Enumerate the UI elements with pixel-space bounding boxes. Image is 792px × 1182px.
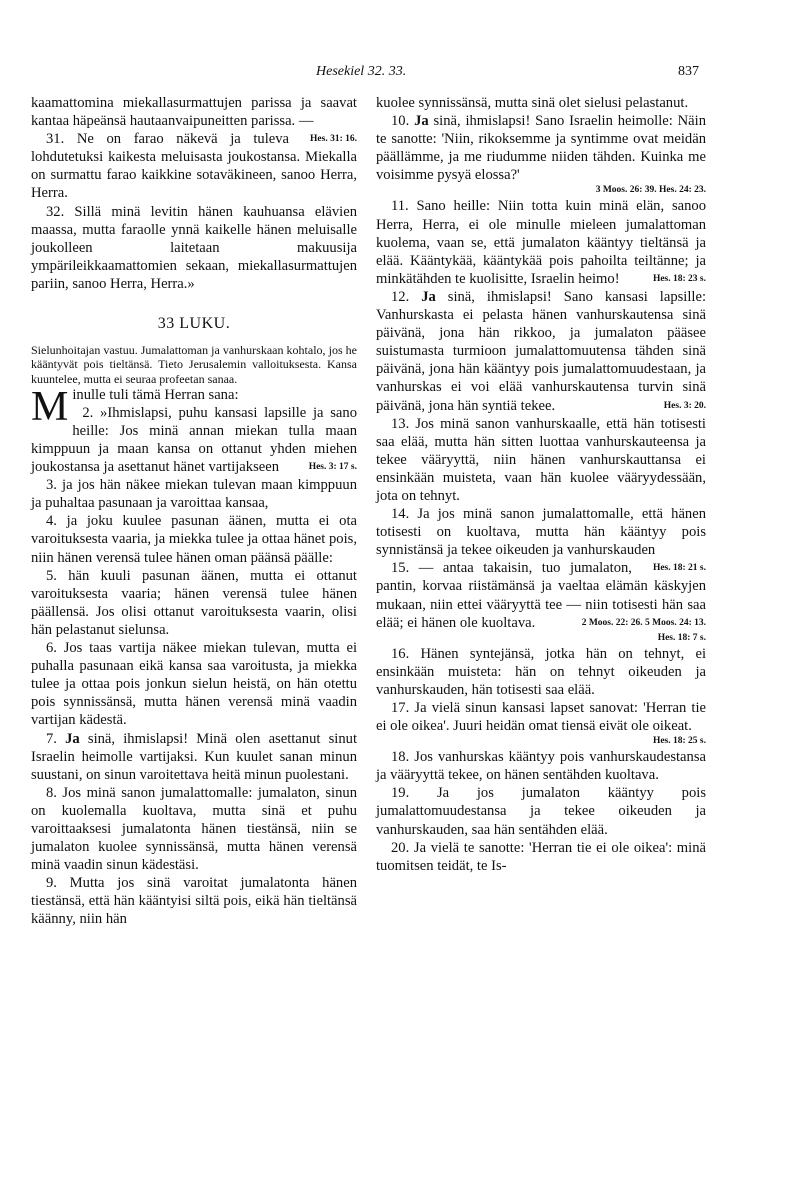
page-header <box>0 58 792 80</box>
verse-number: 7. <box>46 730 66 747</box>
verse-6: 6. Jos taas vartija näkee miekan tulevan, mutta ei puhalla pasunaan eikä kansa saa varoitusta, ja miekka tulee ja ottaa pois jonkun sielun heistä, on hän otettu pois synnissänsä, mutta hänen verensä minä vaadin vartijan kädestä. <box>31 640 357 729</box>
verse-8: 8. Jos minä sanon jumalattomalle: jumalaton, sinun on kuolemalla kuoltava, mutta sinä et puhu varoittaaksesi jumalatonta hänen tiestänsä, niin se jumalaton kuolee synnissänsä, mutta hänen verensä minä vaadin sinun kädestäsi. <box>31 784 357 874</box>
page-number: 837 <box>678 64 699 79</box>
running-title: Hesekiel 32. 33. <box>316 64 407 79</box>
verse-first-word: Ja <box>65 730 80 747</box>
verse-5: 5. hän kuuli pasunan äänen, mutta ei ottanut varoituksesta vaaria; hänen verensä tulee hänen päällensä. Jos olisi ottanut varoituksesta vaarin, olisi hän pelastanut sielunsa. <box>31 567 357 638</box>
cross-reference: Hes. 18: 21 s. <box>652 563 706 574</box>
chapter-summary: Sielunhoitajan vastuu. Jumalattoman ja vanhurskaan kohtalo, jos he kääntyvät pois tieltänsä. Tieto Jerusalemin valloituksesta. Kansa kuuntelee, mutta ei seuraa profeetan sanaa. <box>31 343 357 386</box>
left-column <box>31 94 357 929</box>
verse-first-word: Ja <box>421 288 436 305</box>
verse-4: 4. ja joku kuulee pasunan äänen, mutta ei ota varoituksesta vaaria, ja miekka tulee ja ottaa hänet pois, niin hänen verensä tulee hänen oman päänsä päälle: <box>31 513 357 566</box>
verse-10 <box>376 112 706 184</box>
cross-reference: Hes. 18: 23 s. <box>652 273 706 284</box>
verse-text: 15. — antaa takaisin, tuo jumalaton, pantin, korvaa riistämänsä ja vaeltaa elämän käskyjen mukaan, niin ettei vääryyttä tee — niin totisesti hän saa elää; ei hänen ole kuoltava. <box>376 560 706 631</box>
verse-16: 16. Hänen syntejänsä, jotka hän on tehnyt, ei ensinkään muisteta: hän on tehnyt oikeuden ja vanhurskauden, hän totisesti saa elää. <box>376 645 706 698</box>
paragraph: kuolee synnissänsä, mutta sinä olet sielusi pelastanut. <box>376 95 689 111</box>
cross-reference: Hes. 31: 16. <box>310 134 357 145</box>
verse-text: sinä, ihmislapsi! Minä olen asettanut sinut Israelin heimolle vartijaksi. Kun kuulet sanan minun suustani, on sinun varoitettava heitä minun puolestani. <box>31 730 357 783</box>
right-column <box>376 94 706 875</box>
verse-12 <box>376 288 706 415</box>
chapter-heading: 33 LUKU. <box>157 315 231 333</box>
drop-cap: M <box>31 383 69 430</box>
verse-17: 17. Ja vielä sinun kansasi lapset sanovat: 'Herran tie ei ole oikea'. Juuri heidän omat tiensä eivät ole oikeat. <box>376 700 706 735</box>
verse-3: 3. ja jos hän näkee miekan tulevan maan kimppuun ja puhaltaa pasunaan ja varoittaa kansaa, <box>31 477 357 512</box>
verse-19: 19. Ja jos jumalaton kääntyy pois jumalattomuudestansa ja tekee oikeuden ja vanhurskauden, saa hän sentähden elää. <box>376 785 706 838</box>
verse-18: 18. Jos vanhurskas kääntyy pois vanhurskaudestansa ja vääryyttä tekee, on hänen sentähden kuoltava. <box>376 749 706 784</box>
verse-7 <box>31 730 357 784</box>
verse-number: 10. <box>391 113 415 130</box>
verse-text: inulle tuli tämä Herran sana: <box>72 386 239 403</box>
verse-number: 12. <box>391 288 422 305</box>
verse-2: 2. »Ihmislapsi, puhu kansasi lapsille ja sano heille: Jos minä annan miekan tulla maan kimppuun ja maan kansa on ottanut yhden miehen joukostansa ja asettanut hänet vartijakseen <box>31 404 357 476</box>
verse-32: 32. Sillä minä levitin hänen kauhuansa elävien maassa, mutta faraolle ynnä kaikelle hänen meluisalle joukolleen laitetaan makuusija ympärileikkaamattomien sekaan, miekallasurmattujen pariin, sanoo Herra, Herra.» <box>31 203 357 292</box>
verse-first-word: Ja <box>414 113 429 130</box>
verse-11 <box>376 197 706 287</box>
verse-text: 11. Sano heille: Niin totta kuin minä elän, sanoo Herra, Herra, ei ole minulle mieleen jumalattoman kuolema, vaan se, että jumalaton kääntyy tieltänsä ja elää. Kääntykää, kääntykää pois pahoilta teiltänne; ja minkätähden te kuolisitte, Israelin heimo! <box>376 198 706 287</box>
cross-reference: 3 Moos. 26: 39. Hes. 24: 23. <box>595 185 706 196</box>
verse-text: sinä, ihmislapsi! Sano Israelin heimolle: Näin te sanotte: 'Niin, rikoksemme ja syntimme ovat meidän päällämme, ja me riudumme niiden tähden. Kuinka me voisimme pysyä elossa?' <box>376 113 707 184</box>
verse-13: 13. Jos minä sanon vanhurskaalle, että hän totisesti saa elää, mutta hän sitten luottaa vanhurskauteensa ja tekee vääryyttä, niin hänen vanhurskauttansa ei ensinkään muisteta, vaan hän kuolee vääryydessään, jota on tehnyt. <box>376 415 706 504</box>
paragraph: kaamattomina miekallasurmattujen parissa ja saavat kantaa häpeänsä hautaanvaipuneitten parissa. — <box>31 95 357 130</box>
cross-reference: Hes. 3: 20. <box>663 400 706 411</box>
verse-14 <box>376 505 706 574</box>
verse-9: 9. Mutta jos sinä varoitat jumalatonta hänen tiestänsä, että hän kääntyisi siltä pois, eikä hän tieltänsä käänny, niin hän <box>31 875 357 928</box>
verse-text: 31. Ne on farao näkevä ja tuleva lohdutetuksi kaikesta meluisasta joukostansa. Miekalla on surmattu farao kaikkine sotaväkineen, sanoo Herra, Herra. <box>31 131 357 202</box>
verse-20: 20. Ja vielä te sanotte: 'Herran tie ei ole oikea': minä tuomitsen teidät, te Is- <box>376 839 706 874</box>
verse-text: sinä, ihmislapsi! Sano kansasi lapsille: Vanhurskasta ei pelasta hänen vanhurskautensa sinä päivänä, jona hän rikkoo, ja jumalaton pääsee suistumasta turmioon jumalattomuutensa tähden sinä päivänä, jona hän kääntyy pois jumalattomuudestaan, ja vanhurskas ei voi elää vanhurskautensa turvin sinä päivänä, jona hän syntiä tekee. <box>376 288 706 414</box>
cross-reference: Hes. 18: 25 s. <box>652 736 706 747</box>
verse-1 <box>31 383 357 476</box>
verse-31 <box>31 130 357 202</box>
verse-text: 14. Ja jos minä sanon jumalattomalle, että hänen totisesti on kuoltava, mutta hän kääntyy pois synnistänsä ja tekee oikeuden ja vanhurskauden <box>376 506 706 559</box>
cross-reference: Hes. 3: 17 s. <box>308 462 357 473</box>
cross-reference: 2 Moos. 22: 26. 5 Moos. 24: 13. <box>581 617 706 628</box>
cross-reference: Hes. 18: 7 s. <box>657 632 706 643</box>
